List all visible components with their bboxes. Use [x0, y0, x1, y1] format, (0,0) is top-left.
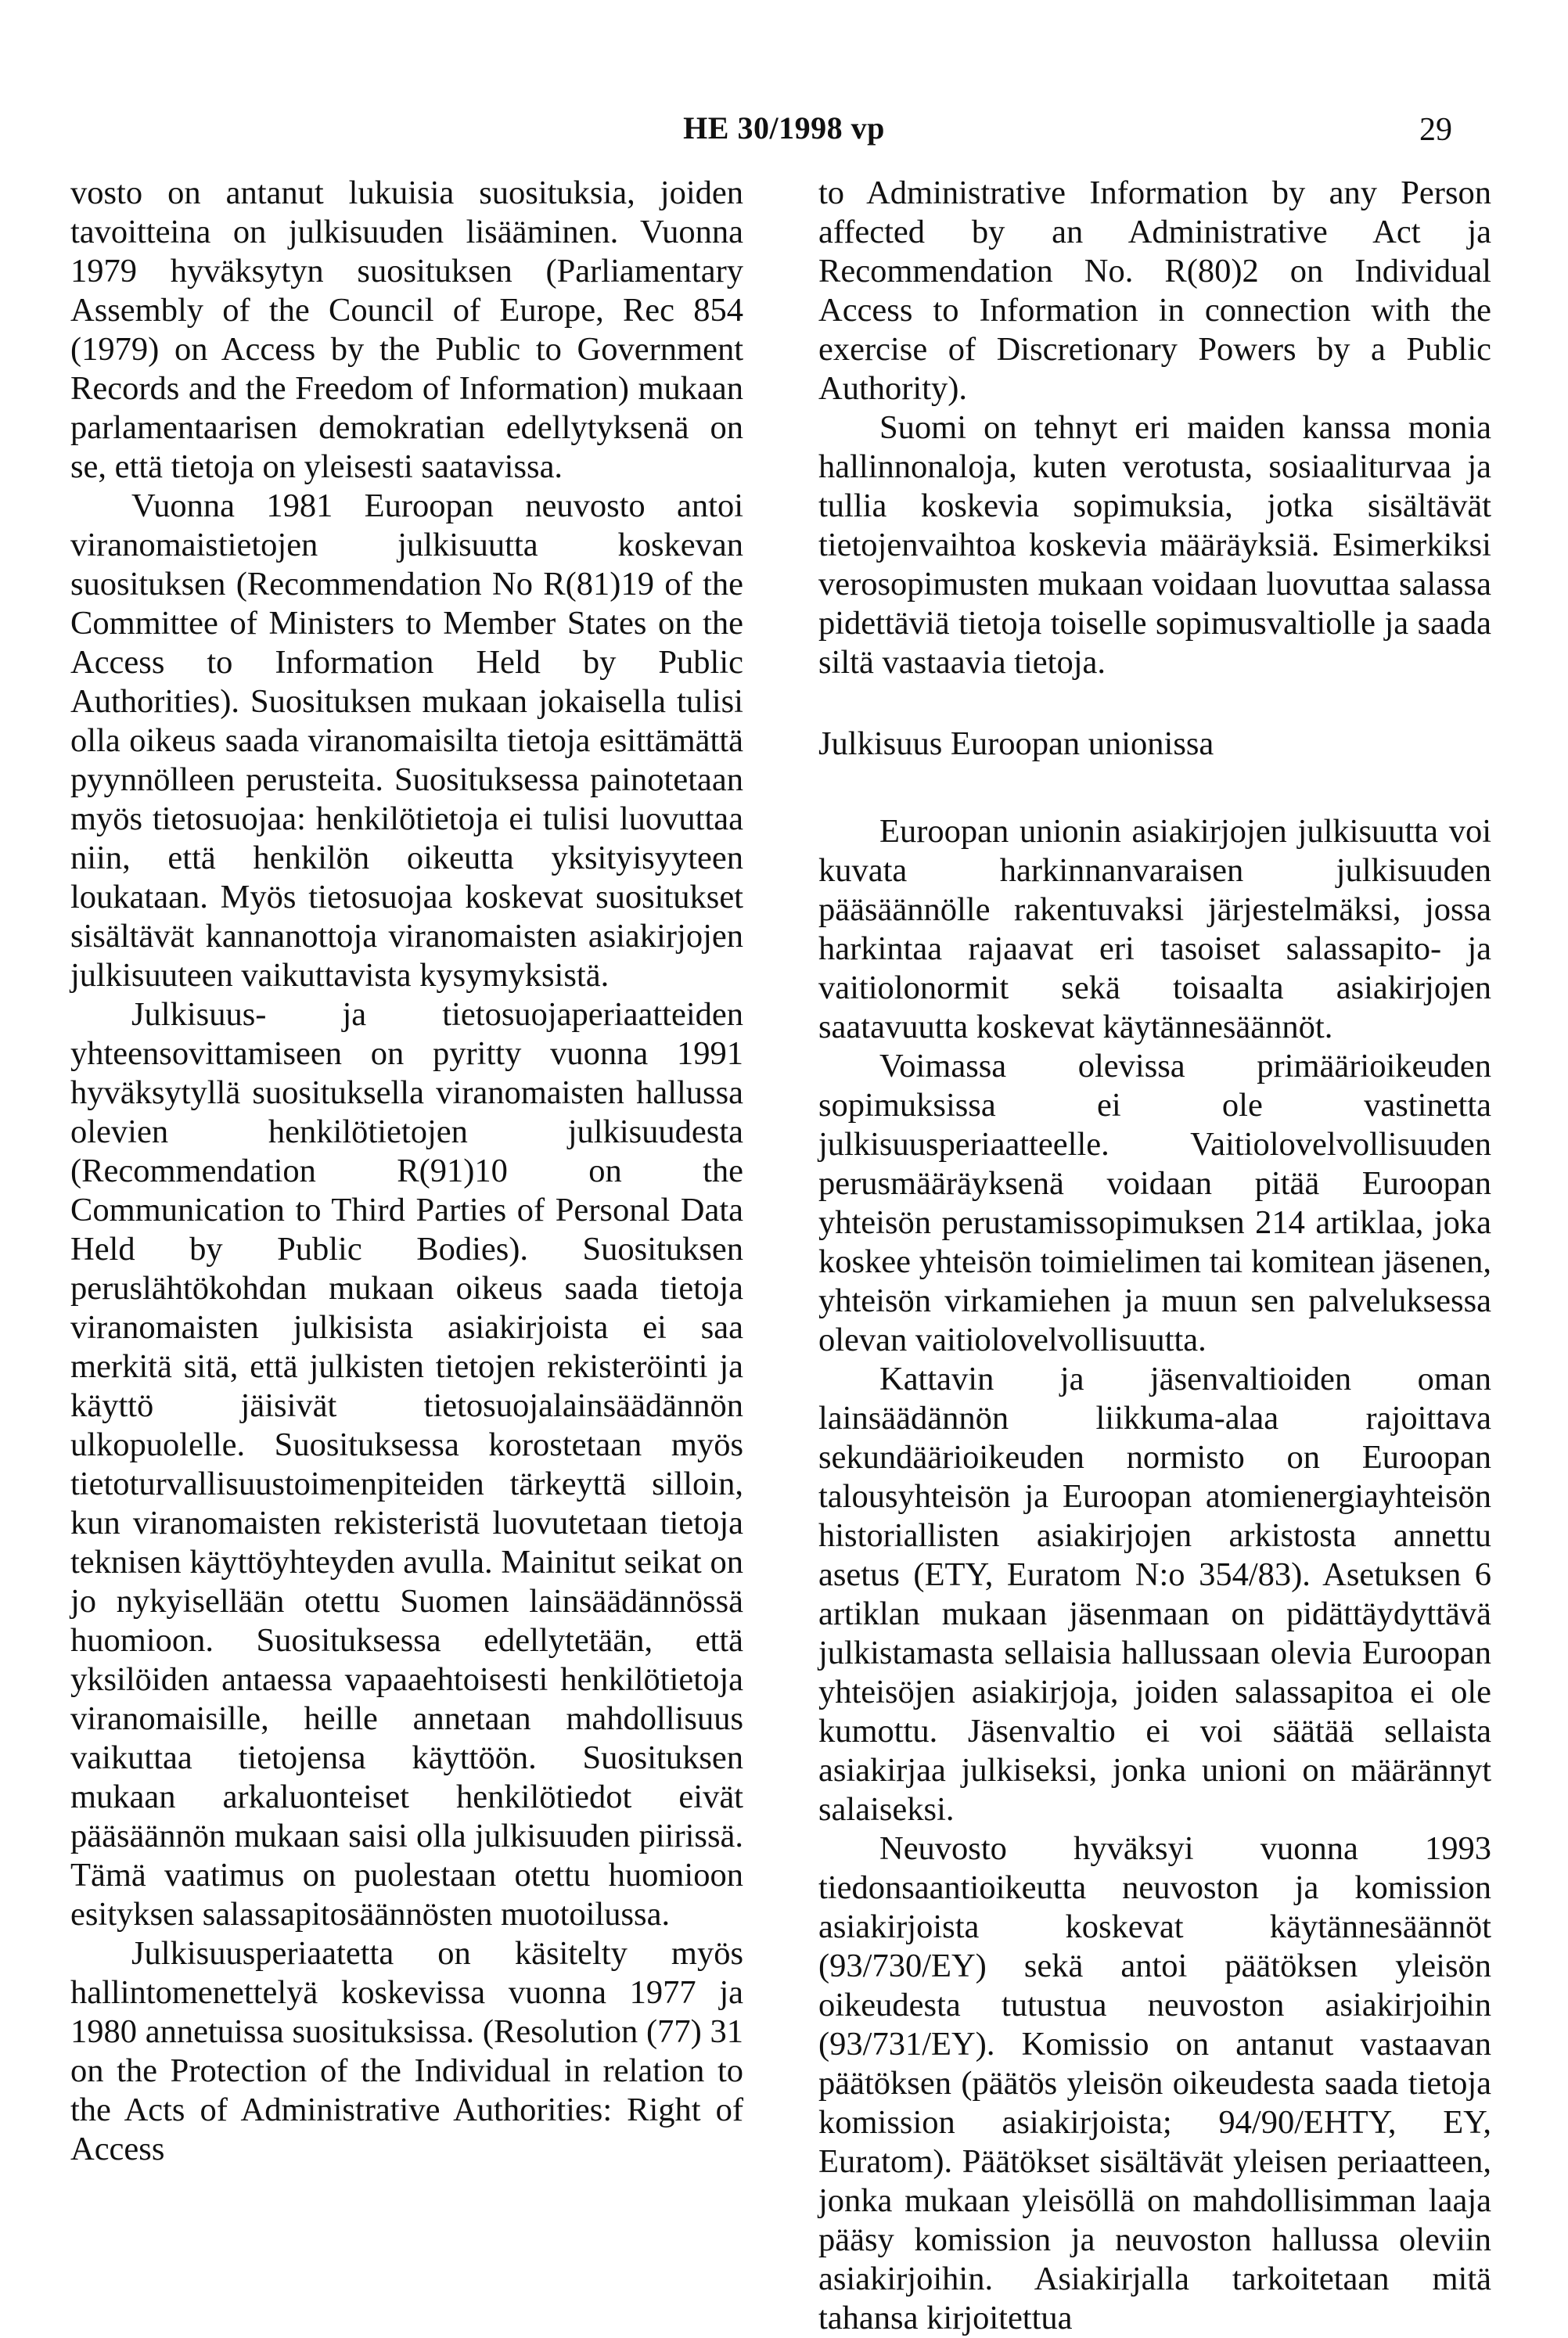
page-number: 29 [1419, 112, 1452, 148]
paragraph: vosto on antanut lukuisia suosituksia, joiden tavoitteina on julkisuuden lisääminen. Vuonna 1979 hyväksytyn suosituksen (Parliamentary Assembly of the Council of Europe, Rec 854 (1979) on Access by the Public to Government Records and the Freedom of Information) mukaan parlamentaarisen demokratian edellytyksenä on se, että tietoja on yleisesti saatavissa. [70, 174, 743, 485]
paragraph: Suomi on tehnyt eri maiden kanssa monia hallinnonaloja, kuten verotusta, sosiaaliturvaa ja tullia koskevia sopimuksia, jotka sisältävät tietojenvaihtoa koskevia määräyksiä. Esimerkiksi verosopimusten mukaan voidaan luovuttaa salassa pidettäviä tietoja toiselle sopimusvaltiolle ja saada siltä vastaavia tietoja. [818, 409, 1491, 681]
paragraph: Julkisuus- ja tietosuojaperiaatteiden yhteensovittamiseen on pyritty vuonna 1991 hyväksytyllä suosituksella viranomaisten hallussa olevien henkilötietojen julkisuudesta (Recommendation R(91)10 on the Communication to Third Parties of Personal Data Held by Public Bodies). Suosituksen peruslähtökohdan mukaan oikeus saada tietoja viranomaisten julkisista asiakirjoista ei saa merkitä sitä, että julkisten tietojen rekisteröinti ja käyttö jäisivät tietosuojalainsäädännön ulkopuolelle. Suosituksessa korostetaan myös tietoturvallisuustoimenpiteiden tärkeyttä silloin, kun viranomaisten rekisteristä luovutetaan tietoja teknisen käyttöyhteyden avulla. Mainitut seikat on jo nykyisellään otettu Suomen lainsäädännössä huomioon. Suosituksessa edellytetään, että yksilöiden antaessa vapaaehtoisesti henkilötietoja viranomaisille, heille annetaan mahdollisuus vaikuttaa tietojensa käyttöön. Suosituksen mukaan arkaluonteiset henkilötiedot eivät pääsäännön mukaan saisi olla julkisuuden piirissä. Tämä vaatimus on puolestaan otettu huomioon esityksen salassapitosäännösten muotoilussa. [70, 996, 743, 1933]
right-column [818, 174, 1491, 2338]
left-column [70, 174, 743, 2169]
paragraph: Vuonna 1981 Euroopan neuvosto antoi viranomaistietojen julkisuutta koskevan suosituksen (Recommendation No R(81)19 of the Committee of Ministers to Member States on the Access to Information Held by Public Authorities). Suosituksen mukaan jokaisella tulisi olla oikeus saada viranomaisilta tietoja esittämättä pyynnölleen perusteita. Suosituksessa painotetaan myös tietosuojaa: henkilötietoja ei tulisi luovuttaa niin, että henkilön oikeutta yksityisyyteen loukataan. Myös tietosuojaa koskevat suositukset sisältävät kannanottoja viranomaisten asiakirjojen julkisuuteen vaikuttavista kysymyksistä. [70, 487, 743, 994]
paragraph: Voimassa olevissa primäärioikeuden sopimuksissa ei ole vastinetta julkisuusperiaatteelle. Vaitiolovelvollisuuden perusmääräyksenä voidaan pitää Euroopan yhteisön perustamissopimuksen 214 artiklaa, joka koskee yhteisön toimielimen tai komitean jäsenen, yhteisön virkamiehen ja muun sen palveluksessa olevan vaitiolovelvollisuutta. [818, 1048, 1491, 1358]
running-title: HE 30/1998 vp [683, 110, 885, 146]
paragraph: Kattavin ja jäsenvaltioiden oman lainsäädännön liikkuma-alaa rajoittava sekundäärioikeuden normisto on Euroopan talousyhteisön ja Euroopan atomienergiayhteisön historiallisten asiakirjojen arkistosta annettu asetus (ETY, Euratom N:o 354/83). Asetuksen 6 artiklan mukaan jäsenmaan on pidättäydyttävä julkistamasta sellaisia hallussaan olevia Euroopan yhteisöjen asiakirjoja, joiden salassapitoa ei ole kumottu. Jäsenvaltio ei voi säätää sellaista asiakirjaa julkiseksi, jonka unioni on määrännyt salaiseksi. [818, 1361, 1491, 1828]
paragraph: Euroopan unionin asiakirjojen julkisuutta voi kuvata harkinnanvaraisen julkisuuden pääsäännölle rakentuvaksi järjestelmäksi, jossa harkintaa rajaavat eri tasoiset salassapito- ja vaitiolonormit sekä toisaalta asiakirjojen saatavuutta koskevat käytännesäännöt. [818, 813, 1491, 1045]
paragraph: to Administrative Information by any Person affected by an Administrative Act ja Recommendation No. R(80)2 on Individual Access to Information in connection with the exercise of Discretionary Powers by a Public Authority). [818, 174, 1491, 407]
paragraph: Neuvosto hyväksyi vuonna 1993 tiedonsaantioikeutta neuvoston ja komission asiakirjoista koskevat käytännesäännöt (93/730/EY) sekä antoi päätöksen yleisön oikeudesta tutustua neuvoston asiakirjoihin (93/731/EY). Komissio on antanut vastaavan päätöksen (päätös yleisön oikeudesta saada tietoja komission asiakirjoista; 94/90/EHTY, EY, Euratom). Päätökset sisältävät yleisen periaatteen, jonka mukaan yleisöllä on mahdollisimman laaja pääsy komission ja neuvoston hallussa oleviin asiakirjoihin. Asiakirjalla tarkoitetaan mitä tahansa kirjoitettua [818, 1830, 1491, 2336]
section-heading: Julkisuus Euroopan unionissa [818, 725, 1214, 762]
paragraph: Julkisuusperiaatetta on käsitelty myös hallintomenettelyä koskevissa vuonna 1977 ja 1980 annetuissa suosituksissa. (Resolution (77) 31 on the Protection of the Individual in relation to the Acts of Administrative Authorities: Right of Access [70, 1935, 743, 2167]
